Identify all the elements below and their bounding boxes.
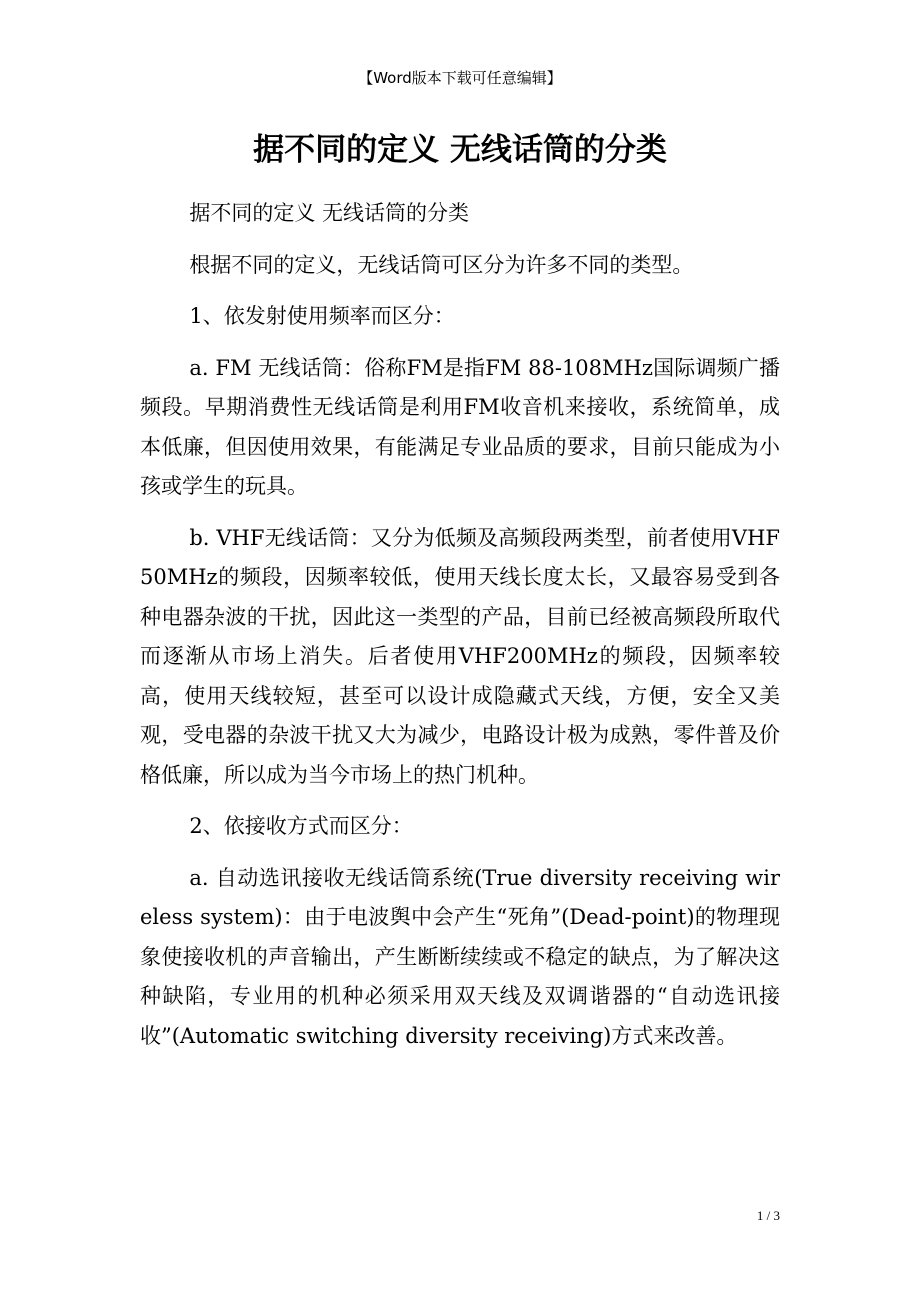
- header-note: 【Word版本下载可任意编辑】: [358, 69, 562, 87]
- paragraph-section-1-heading: 1、依发射使用频率而区分：: [189, 304, 455, 328]
- paragraph-intro: 根据不同的定义，无线话筒可区分为许多不同的类型。: [189, 252, 694, 277]
- paragraph-diversity-receiving: a. 自动选讯接收无线话筒系统(True diversity receiving wireless system)：由于电波舆中会产生“死角”(Dead-point)的物理现象使接收机的声音输出，产生断断续续或不稳定的缺点，为了解决这种缺陷，专业用的机种必须采用双天线及双调谐器的“自动选讯接收”(Automatic switching diversity receiving)方式来改善。: [140, 865, 780, 1048]
- paragraph-vhf-mic: b. VHF无线话筒：又分为低频及高频段两类型，前者使用VHF50MHz的频段，因频率较低，使用天线长度太长，又最容易受到各种电器杂波的干扰，因此这一类型的产品，目前已经被高频段所取代而逐渐从市场上消失。后者使用VHF200MHz的频段，因频率较高，使用天线较短，甚至可以设计成隐藏式天线，方便，安全又美观，受电器的杂波干扰又大为减少，电路设计极为成熟，零件普及价格低廉，所以成为当今市场上的热门机种。: [140, 525, 780, 787]
- paragraph-subtitle: 据不同的定义 无线话筒的分类: [189, 201, 470, 225]
- paragraph-fm-mic: a. FM 无线话筒：俗称FM是指FM 88-108MHz国际调频广播频段。早期消费性无线话筒是利用FM收音机来接收，系统简单，成本低廉，但因使用效果，有能满足专业品质的要求，目前只能成为小孩或学生的玩具。: [140, 355, 780, 498]
- document-title: 据不同的定义 无线话筒的分类: [253, 132, 667, 168]
- page-number: 1 / 3: [756, 1208, 780, 1223]
- document-body: [140, 194, 780, 1056]
- paragraph-section-2-heading: 2、依接收方式而区分：: [189, 814, 413, 838]
